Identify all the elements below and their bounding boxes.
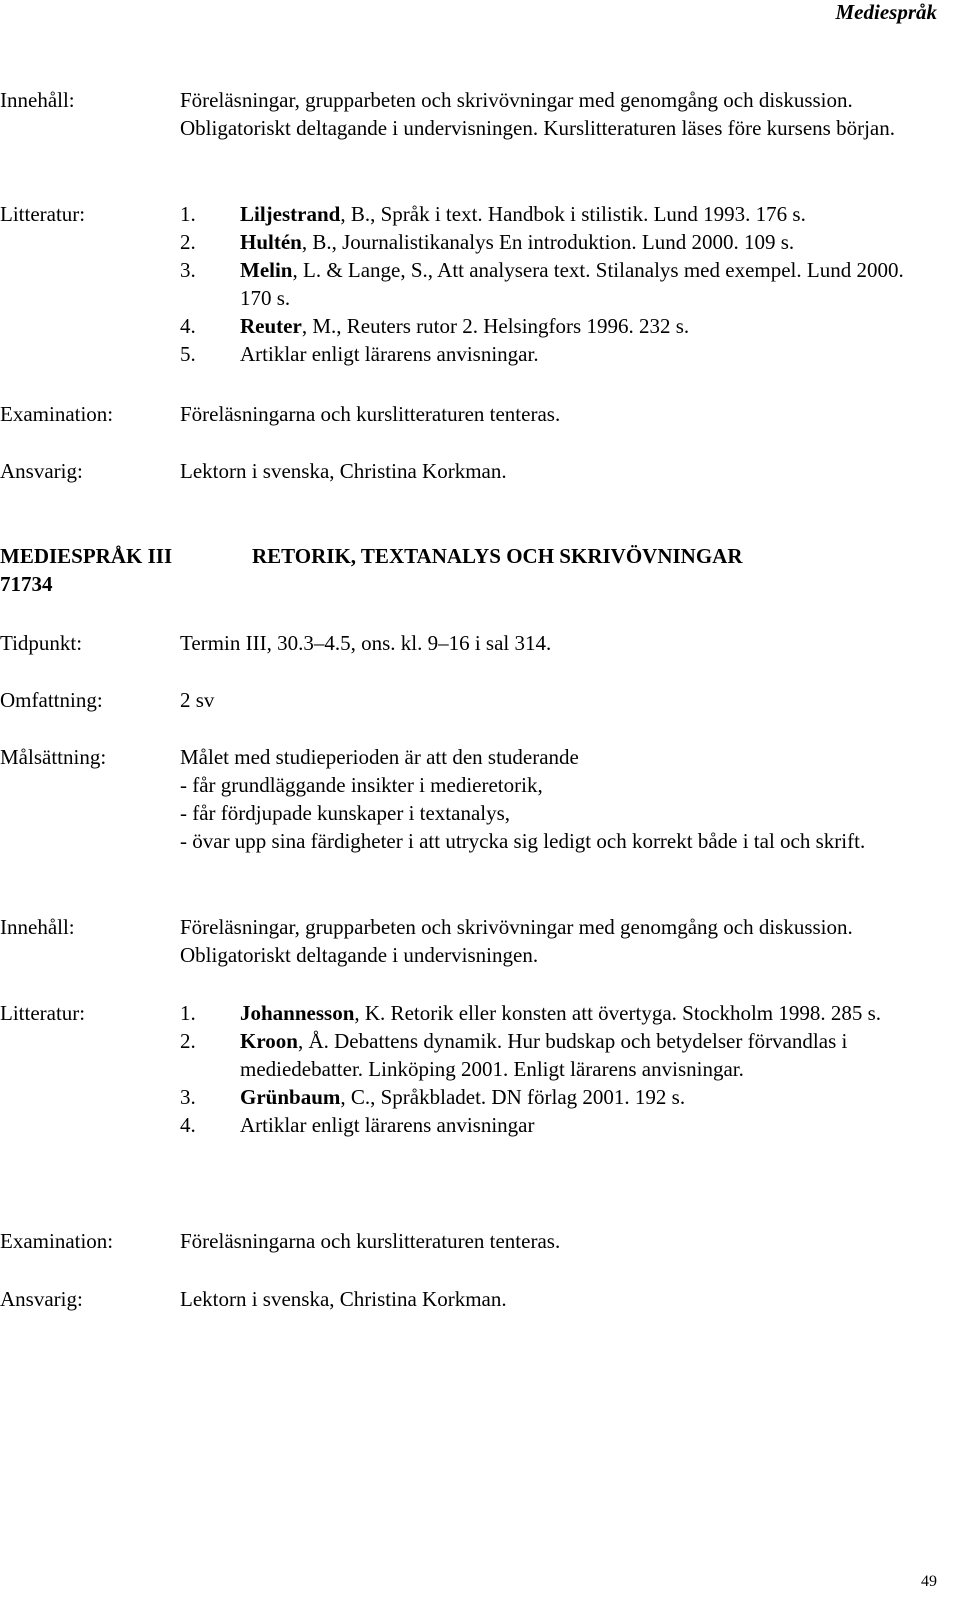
literature-label: Litteratur: — [0, 202, 86, 226]
goal-line: - får grundläggande insikter i medieretorik, — [180, 773, 543, 797]
literature-item: 4. Reuter, M., Reuters rutor 2. Helsingfors 1996. 232 s. — [180, 314, 690, 338]
responsible-label: Ansvarig: — [0, 459, 83, 483]
goal-line: Målet med studieperioden är att den studerande — [180, 745, 579, 769]
content-label: Innehåll: — [0, 88, 75, 112]
responsible-text: Lektorn i svenska, Christina Korkman. — [180, 1287, 507, 1311]
examination-label: Examination: — [0, 1229, 114, 1253]
literature-item: 4. Artiklar enligt lärarens anvisningar — [180, 1113, 535, 1137]
content-text: Föreläsningar, grupparbeten och skrivövningar med genomgång och diskussion. Obligatoriskt deltagande i undervisningen. Kurslitteraturen läses före kursens början. — [180, 88, 895, 140]
literature-item: 1. Liljestrand, B., Språk i text. Handbok i stilistik. Lund 1993. 176 s. — [180, 202, 806, 226]
literature-list — [180, 200, 938, 368]
content-text: Föreläsningar, grupparbeten och skrivövningar med genomgång och diskussion. Obligatoriskt deltagande i undervisningen. — [180, 915, 853, 967]
course-number: 71734 — [0, 572, 53, 596]
literature-item: 1. Johannesson, K. Retorik eller konsten att övertyga. Stockholm 1998. 285 s. — [180, 1001, 882, 1025]
literature-item: 3. Melin, L. & Lange, S., Att analysera text. Stilanalys med exempel. Lund 2000. 170 s. — [180, 258, 904, 310]
course-title: RETORIK, TEXTANALYS OCH SKRIVÖVNINGAR — [252, 544, 743, 568]
course-name: MEDIESPRÅK III — [0, 544, 173, 568]
scope-label: Omfattning: — [0, 688, 103, 712]
scope-text: 2 sv — [180, 688, 215, 712]
literature-item: 2. Kroon, Å. Debattens dynamik. Hur budskap och betydelser förvandlas i mediedebatter. Linköping 2001. Enligt lärarens anvisningar. — [180, 1029, 848, 1081]
goal-label: Målsättning: — [0, 745, 107, 769]
literature-item: 5. Artiklar enligt lärarens anvisningar. — [180, 342, 539, 366]
content-label: Innehåll: — [0, 915, 75, 939]
examination-label: Examination: — [0, 402, 114, 426]
time-text: Termin III, 30.3–4.5, ons. kl. 9–16 i sal 314. — [180, 631, 552, 655]
examination-text: Föreläsningarna och kurslitteraturen tenteras. — [180, 1229, 561, 1253]
responsible-text: Lektorn i svenska, Christina Korkman. — [180, 459, 507, 483]
literature-item: 3. Grünbaum, C., Språkbladet. DN förlag 2001. 192 s. — [180, 1085, 686, 1109]
time-label: Tidpunkt: — [0, 631, 83, 655]
examination-text: Föreläsningarna och kurslitteraturen tenteras. — [180, 402, 561, 426]
literature-list — [180, 999, 938, 1139]
page-number: 49 — [921, 1573, 937, 1590]
goal-text — [180, 743, 938, 855]
running-header: Mediespråk — [835, 0, 937, 24]
goal-line: - övar upp sina färdigheter i att utrycka sig ledigt och korrekt både i tal och skrift. — [180, 829, 866, 853]
responsible-label: Ansvarig: — [0, 1287, 83, 1311]
goal-line: - får fördjupade kunskaper i textanalys, — [180, 801, 511, 825]
literature-item: 2. Hultén, B., Journalistikanalys En introduktion. Lund 2000. 109 s. — [180, 230, 795, 254]
literature-label: Litteratur: — [0, 1001, 86, 1025]
